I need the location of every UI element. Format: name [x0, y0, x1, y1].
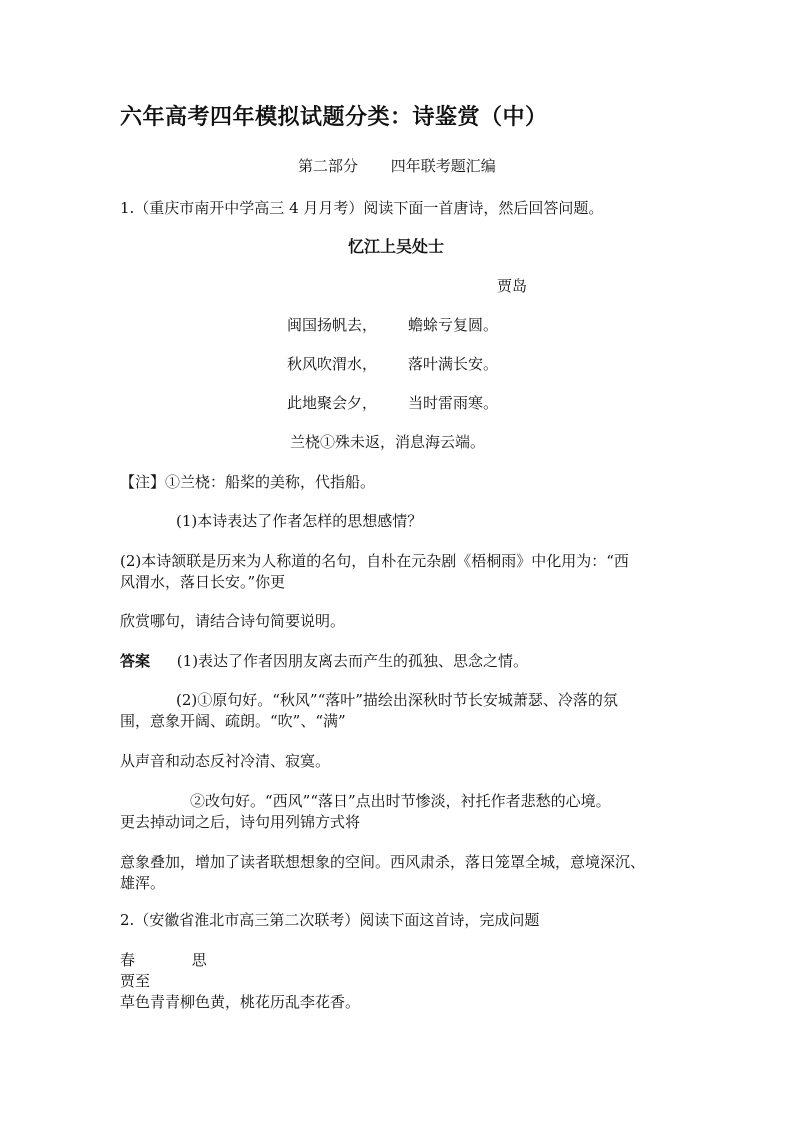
poem-2-line-1: 草色青青柳色黄，桃花历乱李花香。: [120, 993, 361, 1011]
question-1-intro: 1.（重庆市南开中学高三 4 月月考）阅读下面一首唐诗，然后回答问题。: [120, 199, 604, 217]
answer-3-line-2: 更去掉动词之后，诗句用列锦方式将: [120, 813, 361, 831]
section-name: 四年联考题汇编: [390, 157, 496, 175]
poem-1-line-4: 兰桡①殊未返，消息海云端。: [290, 433, 486, 451]
question-2-intro: 2.（安徽省淮北市高三第二次联考）阅读下面这首诗，完成问题: [120, 911, 540, 929]
answer-3-line-4: 雄浑。: [120, 874, 166, 892]
poem-1-line-1b: 蟾蜍亏复圆。: [408, 316, 499, 334]
answer-3-line-3: 意象叠加，增加了读者联想想象的空间。西风肃杀，落日笼罩全城，意境深沉、: [120, 853, 646, 871]
answer-2-line-2: 围，意象开阔、疏朗。“吹”、“满”: [120, 712, 346, 730]
poem-2-title: [120, 949, 207, 971]
answer-1-line: [120, 650, 528, 672]
poem-1-line-2b: 落叶满长安。: [408, 355, 499, 373]
poem-2-author: 贾至: [120, 972, 151, 990]
poem-1-line-3a: 此地聚会夕，: [287, 394, 378, 412]
answer-1-text: (1)表达了作者因朋友离去而产生的孤独、思念之情。: [176, 652, 529, 670]
section-part: 第二部分: [298, 157, 359, 175]
poem-1-line-3b: 当时雷雨寒。: [408, 394, 499, 412]
answer-2-line-1: (2)①原句好。“秋风”“落叶”描绘出深秋时节长安城萧瑟、冷落的氛: [176, 691, 618, 709]
poem-2-title-char-1: 春: [120, 951, 136, 969]
poem-1-author: 贾岛: [497, 277, 528, 295]
question-1-sub-2-line-3: 欣赏哪句，请结合诗句简要说明。: [120, 612, 346, 630]
poem-1-note: 【注】①兰桡：船桨的美称，代指船。: [120, 473, 376, 491]
answer-label: 答案: [120, 652, 151, 670]
poem-1-line-2a: 秋风吹渭水，: [287, 355, 378, 373]
question-1-sub-2-line-1: (2)本诗颔联是历来为人称道的名句，自朴在元杂剧《梧桐雨》中化用为：“西: [120, 552, 629, 570]
poem-2-title-char-2: 思: [191, 951, 207, 969]
answer-3-line-1: ②改句好。“西风”“落日”点出时节惨淡，衬托作者悲愁的心境。: [190, 792, 611, 810]
answer-2-line-3: 从声音和动态反衬冷清、寂寞。: [120, 752, 331, 770]
question-1-sub-1: (1)本诗表达了作者怎样的思想感情？: [176, 512, 423, 530]
question-1-sub-2-line-2: 风渭水，落日长安。”你更: [120, 573, 286, 591]
poem-1-title: 忆江上吴处士: [348, 237, 445, 256]
page-title: 六年高考四年模拟试题分类：诗鉴赏（中）: [120, 104, 548, 130]
section-heading: [298, 155, 496, 177]
poem-1-line-1a: 闽国扬帆去，: [287, 316, 378, 334]
